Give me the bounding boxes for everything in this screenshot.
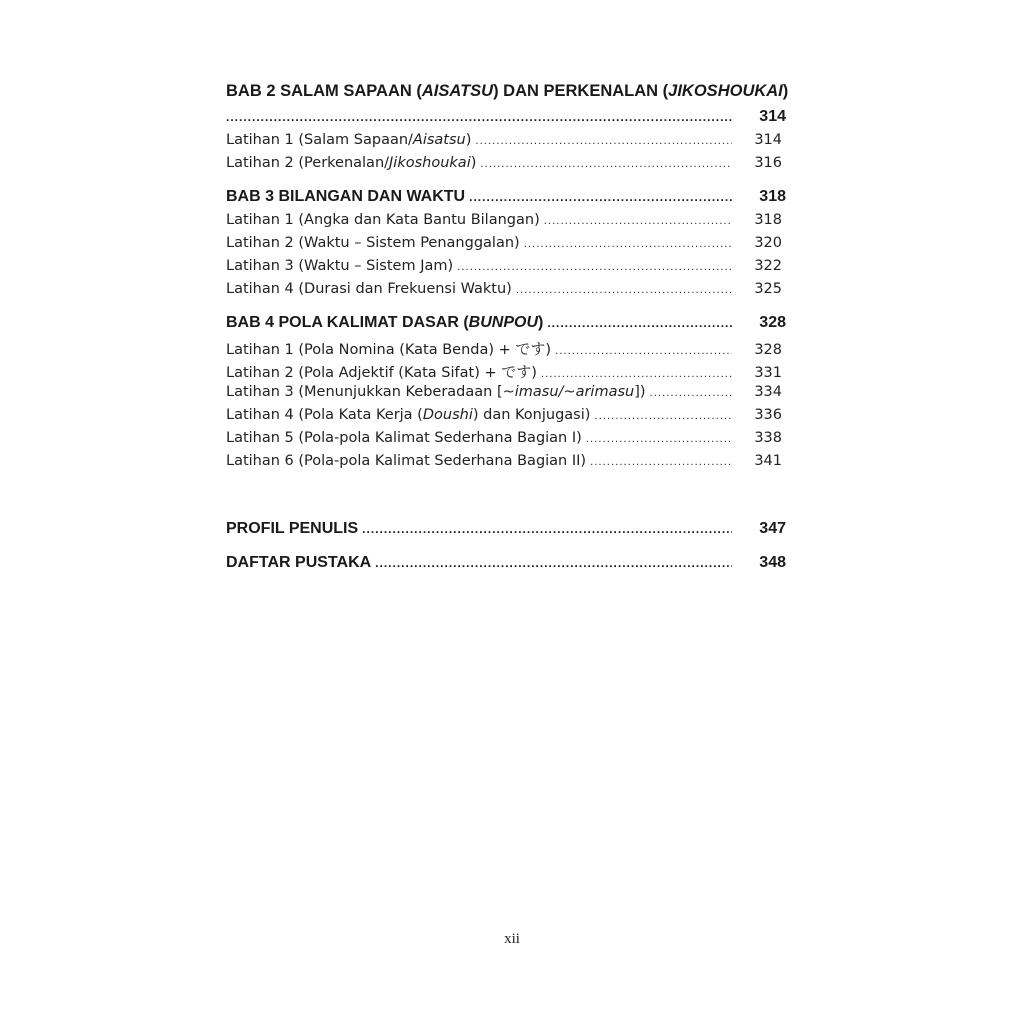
profil-penulis-page: 347 [759, 520, 786, 537]
chapter-2-title-italic-2: JIKOSHOUKAI [668, 82, 783, 100]
chapter-2-title-part: ) [782, 82, 789, 100]
chapter-4-row [226, 314, 786, 338]
toc-entry [226, 258, 786, 281]
dot-leader [555, 346, 732, 357]
entry-page: 316 [754, 155, 782, 171]
dot-leader [375, 556, 732, 570]
entry-label: Latihan 4 (Durasi dan Frekuensi Waktu) [226, 281, 512, 297]
dot-leader [226, 110, 732, 124]
entry-page: 318 [754, 212, 782, 228]
entry-page: 341 [754, 453, 782, 469]
entry-page: 320 [754, 235, 782, 251]
chapter-3-page: 318 [759, 188, 786, 205]
chapter-2-title-part: ) DAN PERKENALAN ( [493, 82, 669, 100]
dot-leader [480, 159, 732, 170]
chapter-4-page: 328 [759, 314, 786, 331]
chapter-2-title [226, 82, 789, 108]
daftar-pustaka-title: DAFTAR PUSTAKA [226, 554, 372, 571]
chapter-2-title-italic-1: AISATSU [421, 82, 494, 100]
dot-leader [457, 262, 732, 273]
daftar-pustaka-page: 348 [759, 554, 786, 571]
entry-page: 322 [754, 258, 782, 274]
toc-entry [226, 453, 786, 476]
toc-entry [226, 132, 786, 155]
toc-entry [226, 155, 786, 178]
dot-leader [516, 285, 732, 296]
dot-leader [594, 411, 732, 422]
entry-label: Latihan 2 (Pola Adjektif (Kata Sifat) + です) [226, 363, 537, 381]
entry-page: 331 [754, 365, 782, 381]
chapter-2-leader-row [226, 108, 786, 132]
toc-entry [226, 281, 786, 304]
toc-entry [226, 338, 786, 361]
toc-entry [226, 212, 786, 235]
page-number: xii [504, 931, 520, 947]
dot-leader [362, 522, 732, 536]
entry-page: 328 [754, 342, 782, 358]
chapter-3-title: BAB 3 BILANGAN DAN WAKTU [226, 188, 466, 205]
entry-label: Latihan 1 (Salam Sapaan/Aisatsu) [226, 132, 472, 148]
dot-leader [547, 316, 732, 330]
chapter-2-page: 314 [759, 108, 786, 125]
chapter-4-title: BAB 4 POLA KALIMAT DASAR (BUNPOU) [226, 314, 544, 331]
toc-entry [226, 407, 786, 430]
toc-entry [226, 384, 786, 407]
entry-label: Latihan 1 (Pola Nomina (Kata Benda) + です) [226, 340, 552, 358]
entry-label: Latihan 4 (Pola Kata Kerja (Doushi) dan Konjugasi) [226, 407, 591, 423]
entry-page: 325 [754, 281, 782, 297]
toc-entry [226, 235, 786, 258]
entry-page: 314 [754, 132, 782, 148]
table-of-contents [226, 82, 789, 578]
dot-leader [475, 136, 732, 147]
entry-label: Latihan 2 (Perkenalan/Jikoshoukai) [226, 155, 477, 171]
daftar-pustaka-row [226, 554, 786, 578]
profil-penulis-title: PROFIL PENULIS [226, 520, 359, 537]
dot-leader [469, 190, 732, 204]
entry-label: Latihan 3 (Waktu – Sistem Jam) [226, 258, 454, 274]
dot-leader [586, 434, 732, 445]
entry-label: Latihan 6 (Pola-pola Kalimat Sederhana Bagian II) [226, 453, 587, 469]
dot-leader [590, 457, 732, 468]
chapter-3-row [226, 188, 786, 212]
entry-label: Latihan 2 (Waktu – Sistem Penanggalan) [226, 235, 520, 251]
entry-label: Latihan 3 (Menunjukkan Keberadaan [~imasu/~arimasu]) [226, 384, 646, 400]
profil-penulis-row [226, 520, 786, 544]
entry-page: 336 [754, 407, 782, 423]
entry-page: 334 [754, 384, 782, 400]
entry-label: Latihan 5 (Pola-pola Kalimat Sederhana Bagian I) [226, 430, 582, 446]
toc-entry [226, 430, 786, 453]
dot-leader [544, 216, 732, 227]
entry-page: 338 [754, 430, 782, 446]
toc-entry [226, 361, 786, 384]
entry-label: Latihan 1 (Angka dan Kata Bantu Bilangan) [226, 212, 540, 228]
dot-leader [541, 369, 732, 380]
dot-leader [650, 388, 732, 399]
dot-leader [524, 239, 732, 250]
chapter-2-title-part: BAB 2 SALAM SAPAAN ( [226, 82, 422, 100]
